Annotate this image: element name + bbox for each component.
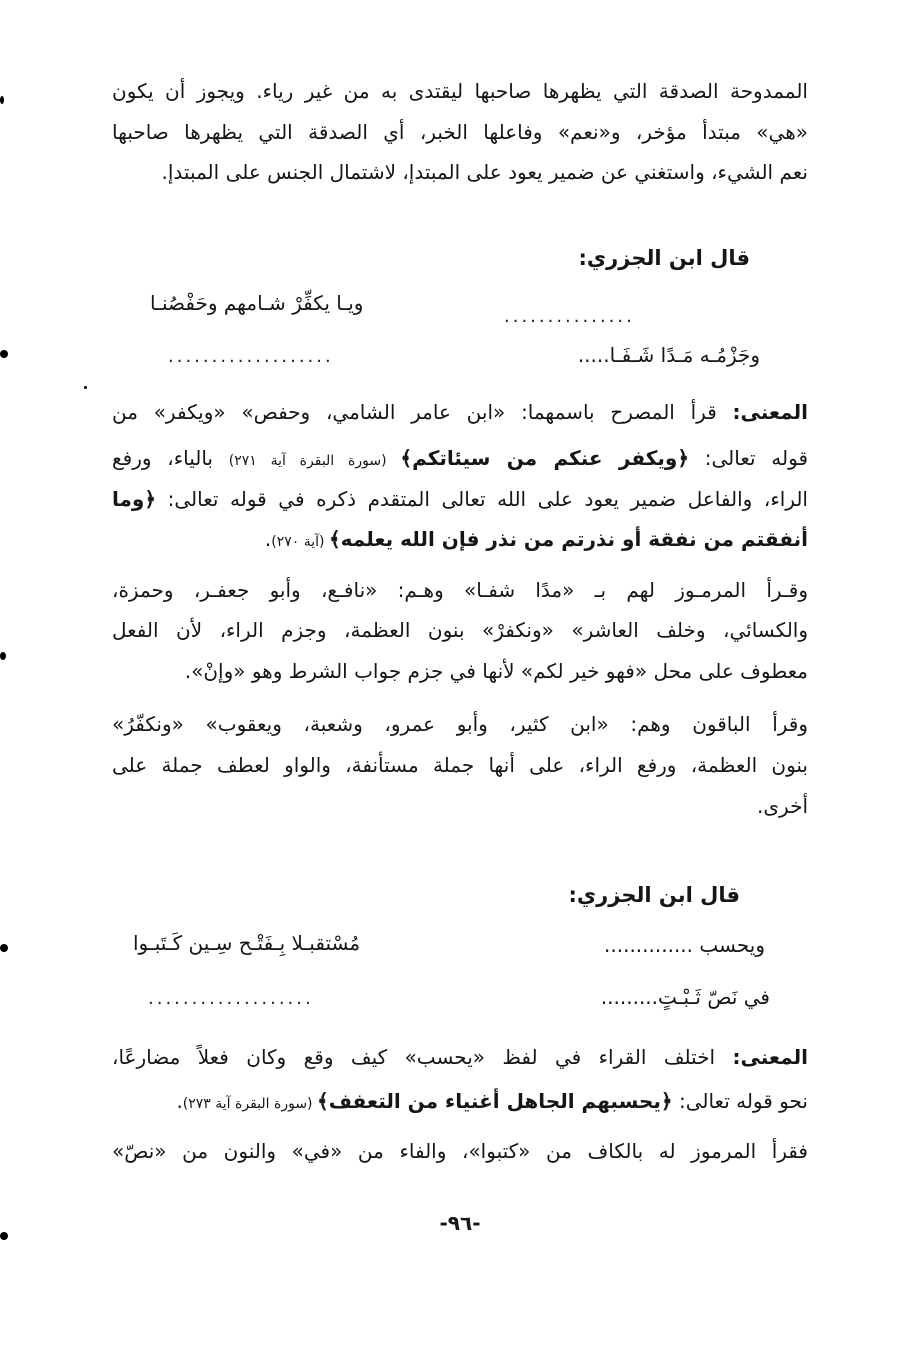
scan-speck — [84, 386, 87, 389]
meaning-text: الراء، والفاعل ضمير يعود على الله تعالى المتقدم ذكره في قوله تعالى: — [156, 487, 808, 511]
section1-p2-line1: وقـرأ المرمـوز لهم بـ «مدًا شفـا» وهـم: «نافـع، وأبو جعفـر، وحمزة، — [112, 578, 808, 602]
section1-p2-line2: والكسائي، وخلف العاشر» «ونكفرْ» بنون العظمة، وجزم الراء، لأن الفعل — [112, 618, 808, 642]
meaning-text: قوله تعالى: — [689, 446, 808, 470]
section1-verse1-dots: ............... — [504, 306, 635, 327]
scan-mark — [0, 96, 4, 104]
scan-mark — [0, 944, 8, 952]
quran-verse: أنفقتم من نفقة أو نذرتم من نذر فإن الله يعلمه﴾ — [328, 527, 808, 551]
section2-verse2-dots: ................... — [148, 988, 314, 1009]
quran-verse: ﴿ويكفر عنكم من سيئاتكم﴾ — [400, 446, 690, 470]
meaning-label: المعنى: — [732, 400, 808, 424]
section1-p2-line3: معطوف على محل «فهو خير لكم» لأنها في جزم جواب الشرط وهو «وإنْ». — [184, 659, 808, 683]
meaning-text: . — [176, 1089, 183, 1113]
paragraph1-line2: «هي» مبتدأ مؤخر، و«نعم» وفاعلها الخبر، أي الصدقة التي يظهرها صاحبها — [112, 120, 808, 144]
section1-p3-line3: أخرى. — [757, 794, 808, 818]
scan-mark — [0, 350, 8, 358]
section2-p2-line1: فقرأ المرموز له بالكاف من «كتبوا»، والفاء من «في» والنون من «نصّ» — [112, 1139, 808, 1163]
verse-reference: (آية ٢٧٠) — [271, 534, 329, 550]
section2-verse1-hemistich: ويحسب .............. — [604, 933, 765, 957]
section1-meaning-line1 — [112, 397, 808, 427]
section1-verse2-dots: ................... — [168, 346, 334, 367]
section1-heading: قال ابن الجزري: — [578, 246, 750, 270]
scan-mark — [0, 1232, 8, 1240]
section1-verse1-hemistich: ويـا يكفِّرْ شـامهم وحَفْصُنـا — [150, 291, 364, 315]
section1-p3-line1: وقرأ الباقون وهم: «ابن كثير، وأبو عمرو، وشعبة، ويعقوب» «ونكفّرُ» — [112, 712, 808, 736]
verse-reference: (سورة البقرة آية ٢٧٣) — [182, 1096, 317, 1112]
meaning-text: اختلف القراء في لفظ «يحسب» كيف وقع وكان فعلاً مضارعًا، — [112, 1045, 733, 1069]
quran-verse: ﴿يحسبهم الجاهل أغنياء من التعفف﴾ — [316, 1089, 673, 1113]
paragraph1-line3: نعم الشيء، واستغني عن ضمير يعود على المبتدإ، لاشتمال الجنس على المبتدإ. — [161, 160, 808, 184]
meaning-text: نحو قوله تعالى: — [672, 1089, 808, 1113]
verse-reference: (سورة البقرة آية ٢٧١) — [228, 453, 401, 469]
scan-mark — [0, 652, 6, 660]
page-number: -٩٦- — [439, 1211, 481, 1235]
section2-meaning-line2 — [112, 1086, 808, 1116]
section1-meaning-line3 — [112, 484, 808, 514]
paragraph1-line1: الممدوحة الصدقة التي يظهرها صاحبها ليقتدى به من غير رياء. ويجوز أن يكون — [112, 79, 808, 103]
quran-verse: ﴿وما — [112, 487, 157, 511]
meaning-text: قرأ المصرح باسمهما: «ابن عامر الشامي، وحفص» «ويكفر» من — [112, 400, 733, 424]
section1-meaning-line4 — [112, 524, 808, 554]
section1-verse2-hemistich: وجَزْمُـه مَـدًا شَـفَـا..... — [577, 343, 760, 367]
section2-verse2-hemistich: في نَصّ ثَـبْـتٍ......... — [600, 985, 770, 1009]
section2-verse1-hemistich-left: مُسْتقبـلا بِـفَتْـح سِـين كَـتَبـوا — [133, 931, 361, 955]
section2-meaning-line1 — [112, 1042, 808, 1072]
section1-p3-line2: بنون العظمة، ورفع الراء، على أنها جملة مستأنفة، والواو لعطف جملة على — [112, 753, 808, 777]
section1-meaning-line2 — [112, 443, 808, 473]
meaning-text: بالياء، ورفع — [112, 446, 229, 470]
meaning-text: . — [264, 527, 272, 551]
section2-heading: قال ابن الجزري: — [568, 883, 740, 907]
meaning-label: المعنى: — [732, 1045, 808, 1069]
